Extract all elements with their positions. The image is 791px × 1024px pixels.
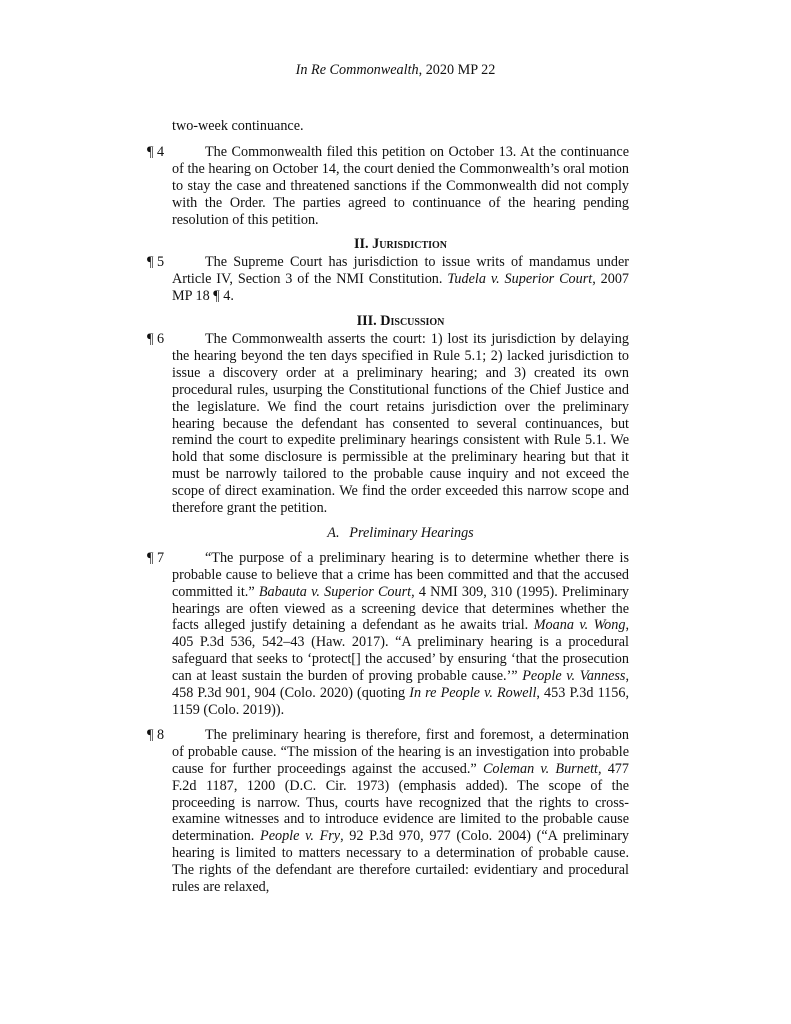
paragraph-text: The Commonwealth asserts the court: 1) lost its jurisdiction by delaying the hearing beyond the ten days specified in Rule 5.1; 2) lacked jurisdiction to issue a discovery order at a preliminary hearing; and 3) created its own procedural rules, usurping the Constitutional functions of the Chief Justice and the legislature. We find the court retains jurisdiction over the preliminary hearing because the defendant has consented to several continuances, but remind the court to expedite preliminary hearings consistent with Rule 5.1. We hold that some disclosure is permissible at the preliminary hearing but that it must be narrowly tailored to the probable cause inquiry and not exceed the scope of direct examination. We find the order exceeded this narrow scope and therefore grant the petition.	[172, 330, 629, 517]
paragraph-number: ¶ 6	[147, 330, 165, 347]
document-body	[147, 118, 630, 904]
paragraph-7: ¶ 7 “The purpose of a preliminary hearing is to determine whether there is probable cause to believe that a crime has been committed and that the accused committed it.” Babauta v. Superior Court, 4 NMI 309, 310 (1995). Preliminary hearings are often viewed as a screening device that determines whether the facts alleged justify detaining a defendant as he awaits trial. Moana v. Wong, 405 P.3d 536, 542–43 (Haw. 2017). “A preliminary hearing is a procedural safeguard that seeks to ‘protect[] the accused’ by ensuring ‘that the prosecution can at least sustain the burden of proving probable cause.’” People v. Vanness, 458 P.3d 901, 904 (Colo. 2020) (quoting In re People v. Rowell, 453 P.3d 1156, 1159 (Colo. 2019)).	[147, 549, 630, 718]
header-case-name: In Re Commonwealth	[295, 62, 419, 78]
case-citation: In re People v. Rowell	[409, 685, 537, 702]
running-header	[0, 62, 791, 79]
paragraph-number: ¶ 4	[147, 143, 165, 160]
paragraph-number: ¶ 8	[147, 726, 165, 743]
paragraph-number: ¶ 5	[147, 254, 165, 271]
case-citation: Moana v. Wong	[533, 617, 626, 634]
paragraph-4	[147, 143, 629, 229]
section-heading-discussion: III. Discussion	[356, 313, 445, 330]
subsection-heading-preliminary-hearings: A. Preliminary Hearings	[327, 524, 474, 541]
paragraph-5: ¶ 5 The Supreme Court has jurisdiction to issue writs of mandamus under Article IV, Section 3 of the NMI Constitution. Tudela v. Superior Court, 2007 MP 18 ¶ 4.	[147, 254, 630, 305]
case-citation: People v. Fry	[260, 828, 341, 845]
paragraph-number: ¶ 7	[147, 549, 165, 566]
paragraph-6	[147, 330, 629, 517]
continuation-text: two-week continuance.	[172, 118, 304, 134]
case-citation: Babauta v. Superior Court	[258, 583, 412, 600]
paragraph-text: The Commonwealth filed this petition on October 13. At the continuance of the hearing on October 14, the court denied the Commonwealth’s oral motion to stay the case and threatened sanctions if the Commonwealth did not comply with the Order. The parties agreed to continuance of the hearing pending resolution of this petition.	[172, 143, 629, 228]
case-citation: People v. Vanness	[522, 668, 626, 685]
section-heading-jurisdiction: II. Jurisdiction	[353, 236, 448, 253]
paragraph-8: ¶ 8 The preliminary hearing is therefore, first and foremost, a determination of probable cause. “The mission of the hearing is an investigation into probable cause for further proceedings against the accused.” Coleman v. Burnett, 477 F.2d 1187, 1200 (D.C. Cir. 1973) (emphasis added). The scope of the proceeding is narrow. Thus, courts have recognized that the rights to cross-examine witnesses and to introduce evidence are limited to the probable cause determination. People v. Fry, 92 P.3d 970, 977 (Colo. 2004) (“A preliminary hearing is limited to matters necessary to a determination of probable cause. The rights of the defendant are therefore curtailed: evidentiary and procedural rules are relaxed,	[147, 726, 630, 896]
case-citation: Coleman v. Burnett	[482, 760, 598, 777]
case-citation: Tudela v. Superior Court	[447, 271, 593, 288]
header-citation: , 2020 MP 22	[418, 62, 496, 78]
